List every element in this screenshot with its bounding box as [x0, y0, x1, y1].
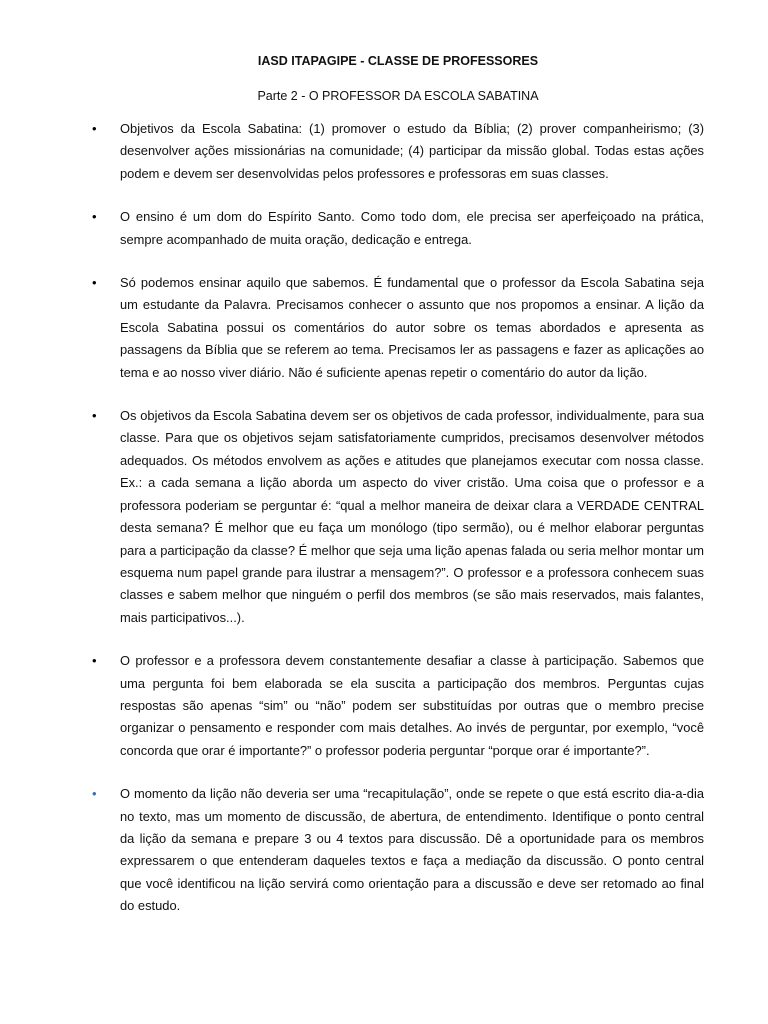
bullet-icon: • — [92, 209, 97, 225]
paragraph-text: O momento da lição não deveria ser uma “recapitulação”, onde se repete o que está escrito dia-a-dia no texto, mas um momento de discussão, de abertura, de entendimento. Identifique o ponto central da lição da semana e prepare 3 ou 4 textos para discussão. Dê a oportunidade para os membros expressarem o que entenderam daqueles textos e faça a mediação da discussão. O ponto central que você identificou na lição servirá como orientação para a discussão e deve ser retomado ao final do estudo. — [120, 786, 704, 914]
paragraph-text: Só podemos ensinar aquilo que sabemos. É fundamental que o professor da Escola Sabatina seja um estudante da Palavra. Precisamos conhecer o assunto que nos propomos a ensinar. A lição da Escola Sabatina possui os comentários do autor sobre os temas abordados e apresenta as passagens da Bíblia que se referem ao tema. Precisamos ler as passagens e fazer as aplicações ao tema e ao nosso viver diário. Não é suficiente apenas repetir o comentário do autor da lição. — [120, 275, 704, 380]
bullet-icon: • — [92, 275, 97, 291]
document-subtitle: Parte 2 - O PROFESSOR DA ESCOLA SABATINA — [257, 89, 539, 103]
paragraph-text: O ensino é um dom do Espírito Santo. Como todo dom, ele precisa ser aperfeiçoado na prática, sempre acompanhado de muita oração, dedicação e entrega. — [120, 209, 704, 247]
bullet-list — [92, 118, 704, 918]
list-item — [92, 206, 704, 251]
document-title: IASD ITAPAGIPE - CLASSE DE PROFESSORES — [257, 54, 539, 68]
bullet-icon: • — [92, 408, 97, 424]
bullet-icon: • — [92, 121, 97, 136]
bullet-icon: • — [92, 653, 97, 669]
list-item — [92, 650, 704, 762]
paragraph-text: Os objetivos da Escola Sabatina devem ser os objetivos de cada professor, individualmente, para sua classe. Para que os objetivos sejam satisfatoriamente cumpridos, precisamos desenvolver métodos adequados. Os métodos envolvem as ações e atitudes que planejamos executar com nossa classe. Ex.: a cada semana a lição aborda um aspecto do viver cristão. Uma coisa que o professor e a professora poderiam se perguntar é: “qual a melhor maneira de deixar clara a VERDADE CENTRAL desta semana? É melhor que eu faça um monólogo (tipo sermão), ou é melhor elaborar perguntas para a participação da classe? É melhor que seja uma lição apenas falada ou seria melhor montar um esquema num papel grande para ilustrar a mensagem?”. O professor e a professora conhecem suas classes e sabem melhor que ninguém o perfil dos membros (se são mais reservados, mais falantes, mais participativos...). — [120, 408, 704, 625]
list-item — [92, 783, 704, 917]
list-item — [92, 118, 704, 185]
list-item — [92, 272, 704, 384]
paragraph-text: O professor e a professora devem constantemente desafiar a classe à participação. Sabemos que uma pergunta foi bem elaborada se ela suscita a participação dos membros. Perguntas cujas respostas são apenas “sim” ou “não” podem ser substituídas por outras que o membro precise organizar o pensamento e responder com mais detalhes. Ao invés de perguntar, por exemplo, “você concorda que orar é importante?” o professor poderia perguntar “porque orar é importante?”. — [120, 653, 704, 758]
list-item — [92, 405, 704, 629]
bullet-icon: • — [92, 786, 97, 802]
paragraph-text: Objetivos da Escola Sabatina: (1) promover o estudo da Bíblia; (2) prover companheirismo; (3) desenvolver ações missionárias na comunidade; (4) participar da missão global. Todas estas ações podem e devem ser desenvolvidas pelos professores e professoras em suas classes. — [120, 121, 704, 181]
